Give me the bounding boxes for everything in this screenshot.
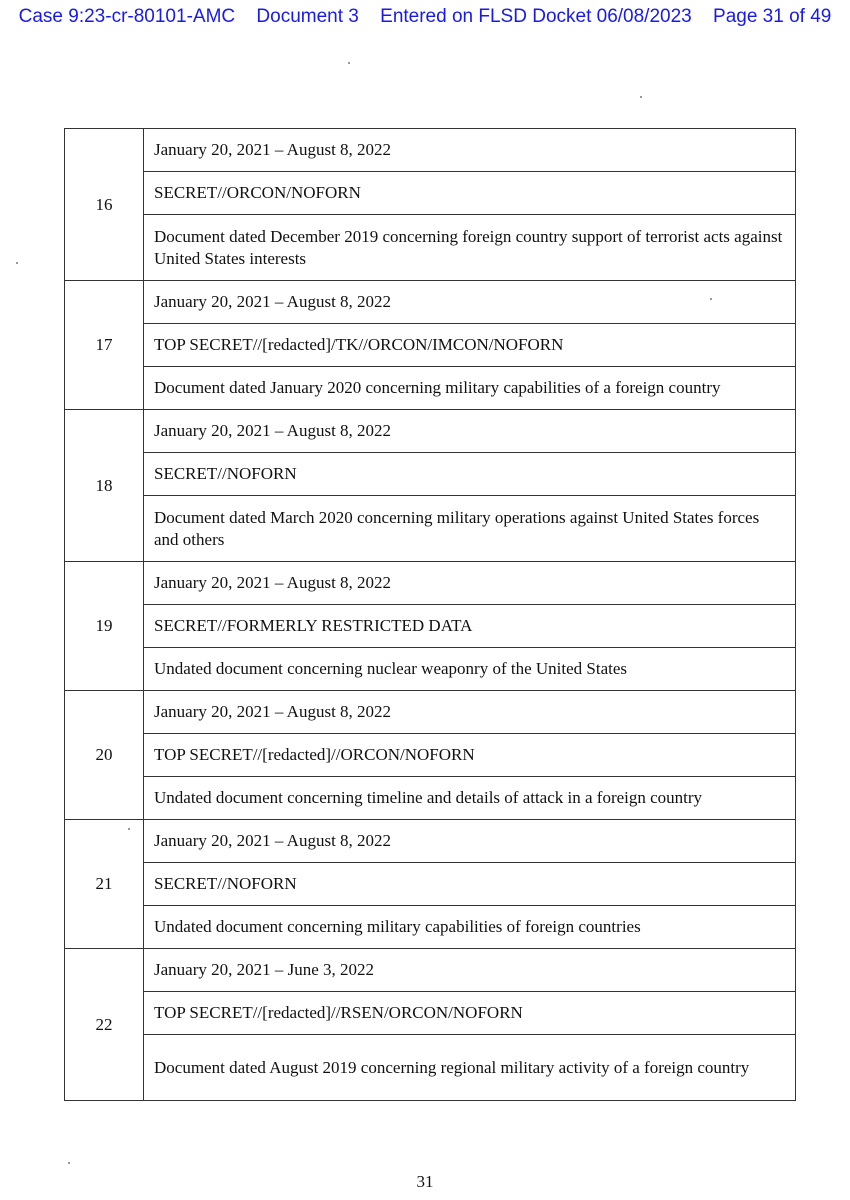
table-row (65, 410, 796, 453)
description-cell: Undated document concerning nuclear weaponry of the United States (144, 648, 796, 691)
table-row (65, 992, 796, 1035)
scan-speck (16, 262, 18, 264)
document-number-cell: 19 (65, 562, 144, 691)
date-range-cell: January 20, 2021 – August 8, 2022 (144, 562, 796, 605)
date-range-cell: January 20, 2021 – August 8, 2022 (144, 129, 796, 172)
table-row (65, 648, 796, 691)
scan-speck (348, 62, 350, 64)
document-number-cell: 21 (65, 820, 144, 949)
classification-cell: TOP SECRET//[redacted]//ORCON/NOFORN (144, 734, 796, 777)
date-range-cell: January 20, 2021 – August 8, 2022 (144, 691, 796, 734)
table-row (65, 734, 796, 777)
table-row (65, 215, 796, 281)
scan-speck (128, 828, 130, 830)
scan-speck (68, 1162, 70, 1164)
date-range-cell: January 20, 2021 – June 3, 2022 (144, 949, 796, 992)
description-cell: Document dated December 2019 concerning foreign country support of terrorist acts against United States interests (144, 215, 796, 281)
document-number-cell: 16 (65, 129, 144, 281)
document-number: Document 3 (256, 6, 359, 27)
table-row (65, 906, 796, 949)
classification-cell: SECRET//NOFORN (144, 863, 796, 906)
document-number-cell: 18 (65, 410, 144, 562)
date-range-cell: January 20, 2021 – August 8, 2022 (144, 410, 796, 453)
table-row (65, 605, 796, 648)
page-number: 31 (416, 1172, 434, 1191)
table-row (65, 820, 796, 863)
document-number-cell: 22 (65, 949, 144, 1101)
date-range-cell: January 20, 2021 – August 8, 2022 (144, 281, 796, 324)
case-number: Case 9:23-cr-80101-AMC (18, 6, 236, 27)
table-row (65, 863, 796, 906)
page-indicator: Page 31 of 49 (713, 6, 832, 27)
classification-cell: TOP SECRET//[redacted]/TK//ORCON/IMCON/NOFORN (144, 324, 796, 367)
docket-header (0, 6, 850, 28)
description-cell: Document dated January 2020 concerning military capabilities of a foreign country (144, 367, 796, 410)
document-number-cell: 17 (65, 281, 144, 410)
scan-speck (640, 96, 642, 98)
table-row (65, 949, 796, 992)
table-row (65, 324, 796, 367)
documents-table (64, 128, 796, 1101)
table-row (65, 367, 796, 410)
table-row (65, 777, 796, 820)
description-cell: Undated document concerning military capabilities of foreign countries (144, 906, 796, 949)
table-row (65, 453, 796, 496)
table-row (65, 1035, 796, 1101)
description-cell: Undated document concerning timeline and details of attack in a foreign country (144, 777, 796, 820)
table-row (65, 691, 796, 734)
table-row (65, 172, 796, 215)
date-range-cell: January 20, 2021 – August 8, 2022 (144, 820, 796, 863)
table-row (65, 496, 796, 562)
docket-entry-date: Entered on FLSD Docket 06/08/2023 (380, 6, 692, 27)
table-row (65, 129, 796, 172)
description-cell: Document dated August 2019 concerning regional military activity of a foreign country (144, 1035, 796, 1101)
document-number-cell: 20 (65, 691, 144, 820)
classification-cell: SECRET//ORCON/NOFORN (144, 172, 796, 215)
table-row (65, 562, 796, 605)
scan-speck (710, 298, 712, 300)
classification-cell: SECRET//FORMERLY RESTRICTED DATA (144, 605, 796, 648)
classification-cell: SECRET//NOFORN (144, 453, 796, 496)
classification-cell: TOP SECRET//[redacted]//RSEN/ORCON/NOFORN (144, 992, 796, 1035)
description-cell: Document dated March 2020 concerning military operations against United States forces and others (144, 496, 796, 562)
table-row (65, 281, 796, 324)
